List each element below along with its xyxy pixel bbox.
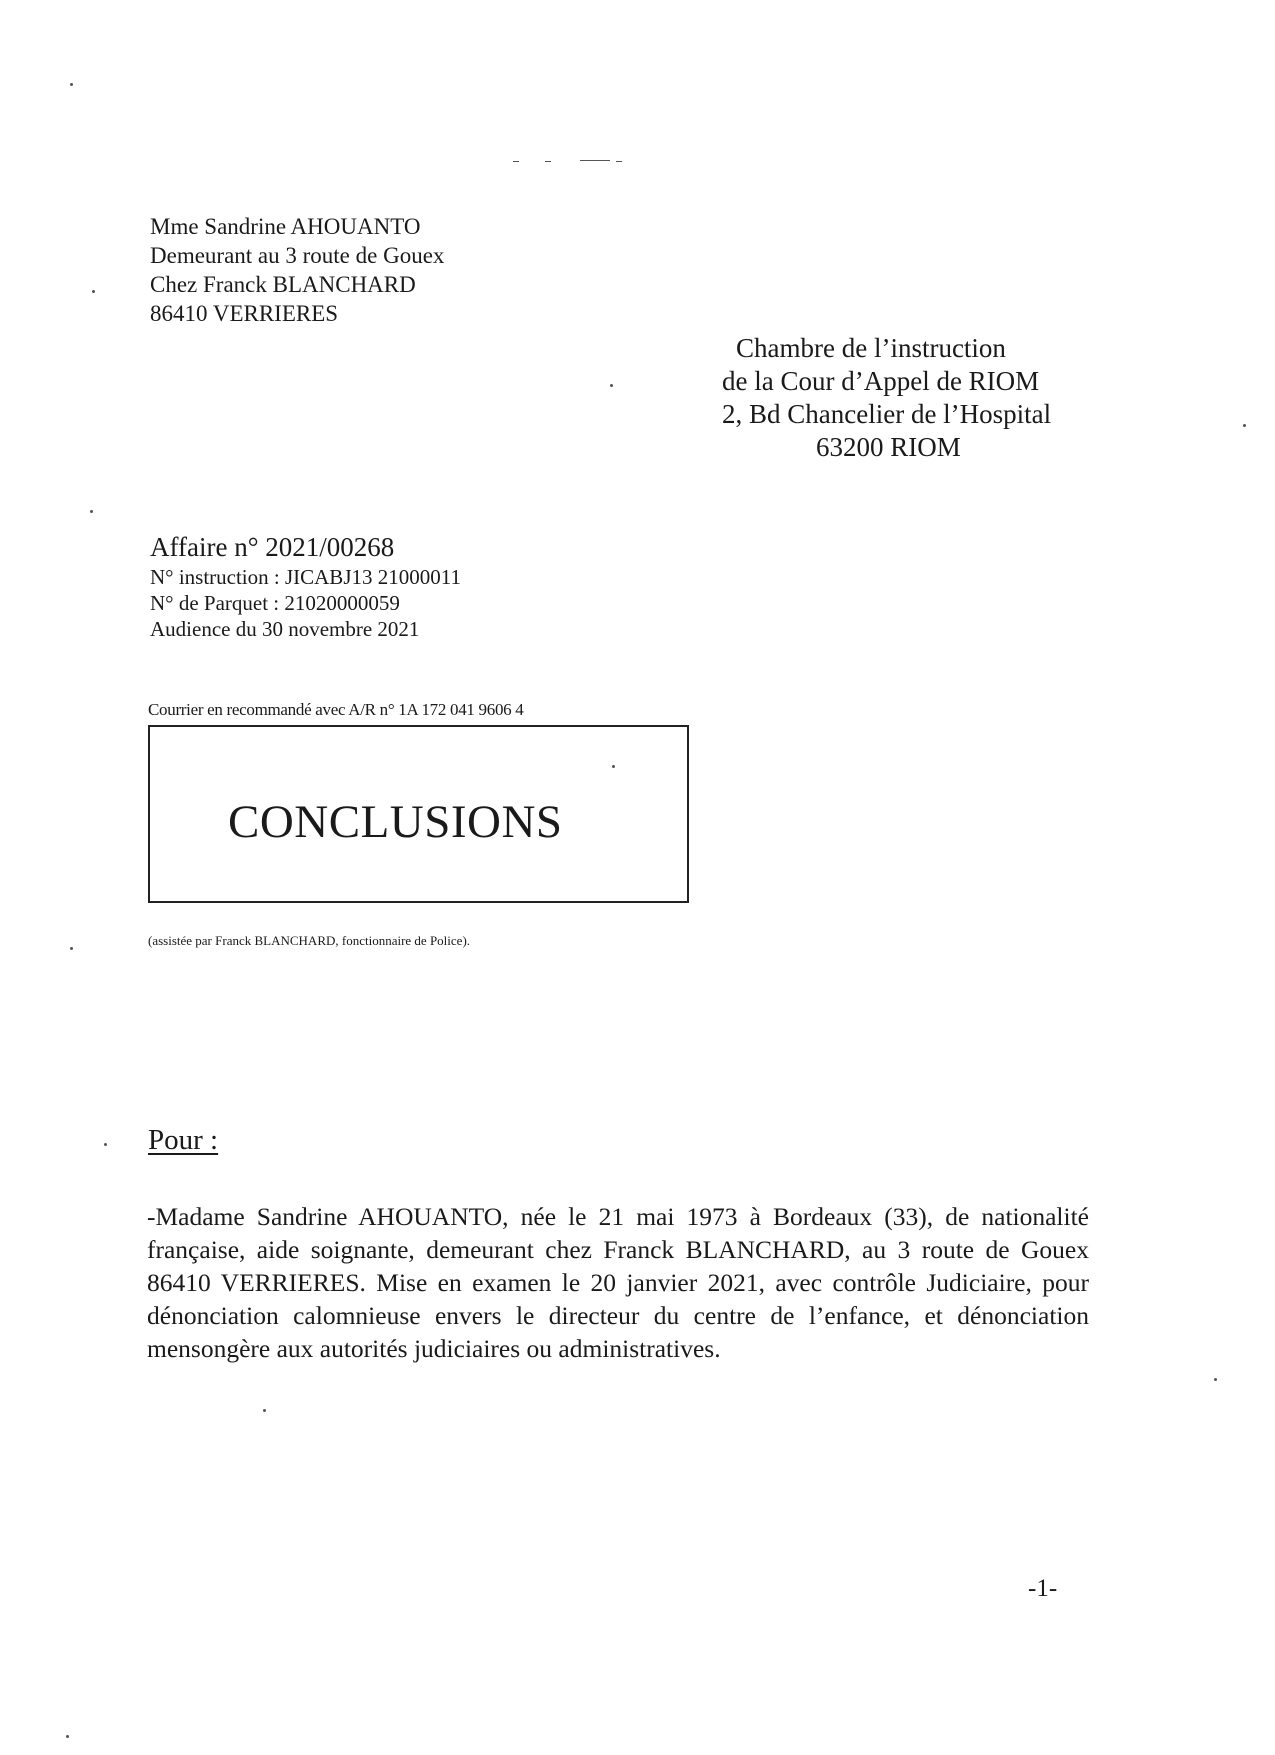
scan-artifact: [66, 1735, 69, 1738]
scan-artifact: [1214, 1378, 1217, 1381]
recipient-line-4: 63200 RIOM: [816, 432, 961, 462]
scan-artifact: [616, 161, 622, 162]
sender-care-of: Chez Franck BLANCHARD: [150, 272, 416, 297]
scan-artifact: [92, 290, 95, 293]
scan-artifact: [610, 384, 613, 387]
case-title: Affaire n° 2021/00268: [150, 532, 395, 562]
scan-artifact: [580, 160, 610, 161]
assistance-note: (assistée par Franck BLANCHARD, fonctionnaire de Police).: [148, 933, 471, 948]
body-paragraph: -Madame Sandrine AHOUANTO, née le 21 mai 1973 à Bordeaux (33), de nationalité française, aide soignante, demeurant chez Franck BLANCHARD, au 3 route de Gouex 86410 VERRIERES. Mise en examen le 20 janvier 2021, avec contrôle Judiciaire, pour dénonciation calomnieuse envers le directeur du centre de l’enfance, et dénonciation mensongère aux autorités judiciaires ou administratives.: [147, 1202, 1089, 1363]
instruction-number: N° instruction : JICABJ13 21000011: [150, 565, 461, 589]
sender-city: 86410 VERRIERES: [150, 301, 339, 326]
scan-artifact: [104, 1143, 107, 1146]
parquet-number: N° de Parquet : 21020000059: [150, 591, 400, 615]
registered-mail-note: Courrier en recommandé avec A/R n° 1A 172 041 9606 4: [148, 700, 524, 719]
recipient-line-3: 2, Bd Chancelier de l’Hospital: [722, 399, 1052, 429]
hearing-date: Audience du 30 novembre 2021: [150, 617, 420, 641]
scan-artifact: [90, 510, 93, 513]
recipient-address: [722, 332, 1051, 464]
scan-artifact: [513, 161, 519, 162]
pour-label: Pour :: [148, 1124, 219, 1156]
recipient-line-1: Chambre de l’instruction: [736, 333, 1006, 363]
sender-street: Demeurant au 3 route de Gouex: [150, 243, 445, 268]
case-reference: [150, 530, 461, 642]
conclusions-box: [148, 725, 689, 903]
scan-artifact: [70, 83, 73, 86]
document-heading: CONCLUSIONS: [228, 796, 563, 848]
scan-artifact: [545, 161, 551, 162]
scan-artifact: [70, 947, 73, 950]
sender-address: [150, 212, 444, 328]
sender-name: Mme Sandrine AHOUANTO: [150, 214, 421, 239]
scan-artifact: [1243, 424, 1246, 427]
scan-artifact: [263, 1409, 266, 1412]
page-number: -1-: [1028, 1575, 1058, 1602]
recipient-line-2: de la Cour d’Appel de RIOM: [722, 366, 1040, 396]
